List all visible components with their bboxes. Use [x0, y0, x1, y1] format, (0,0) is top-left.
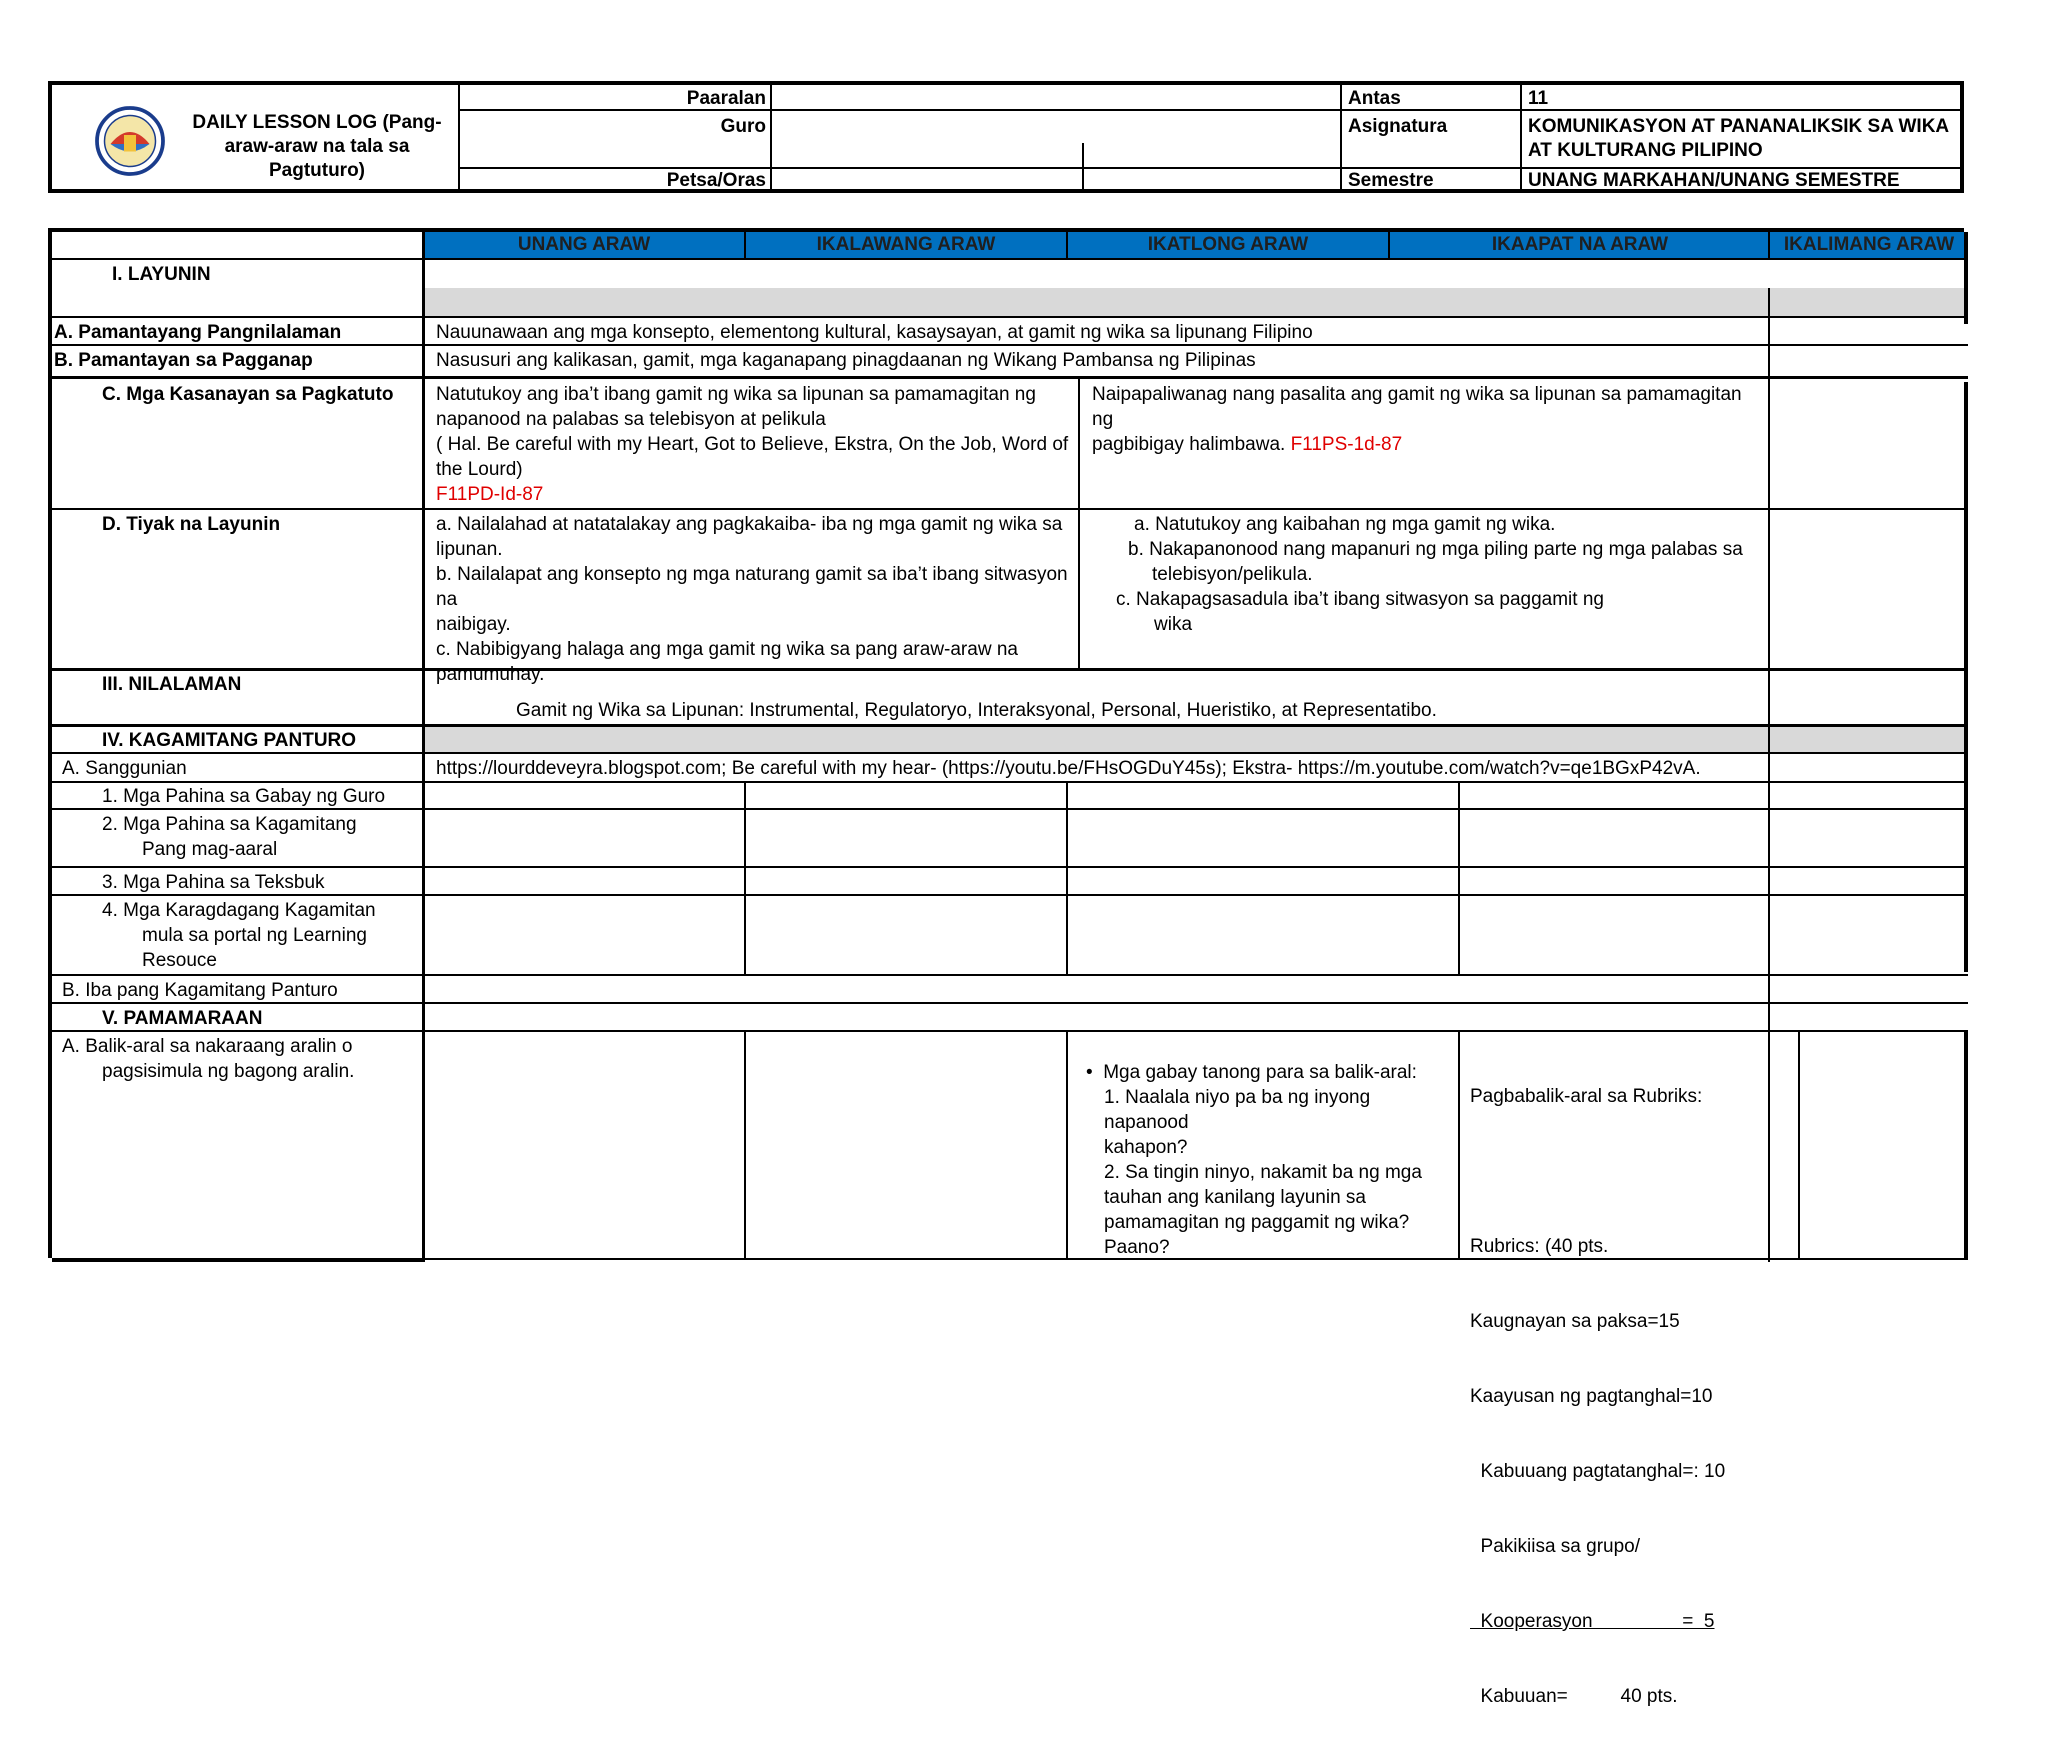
tiyak-right-4: c. Nakapagsasadula iba’t ibang sitwasyon sa paggamit ng — [1116, 589, 1604, 610]
karagdagang-label — [102, 898, 376, 973]
gabay-label: 1. Mga Pahina sa Gabay ng Guro — [102, 786, 386, 807]
balik-day3-2: 1. Naalala niyo pa ba ng inyong napanood — [1104, 1087, 1371, 1133]
bullet-icon: • — [1086, 1062, 1093, 1083]
asignatura-line-2: AT KULTURANG PILIPINO — [1528, 140, 1763, 161]
balik-day4-8: Kooperasyon = 5 — [1470, 1611, 1715, 1632]
day-header-3: IKATLONG ARAW — [1147, 234, 1309, 255]
kasanayan-right-1: Naipapaliwanag nang pasalita ang gamit ng wika sa lipunan sa pamamagitan ng — [1092, 384, 1742, 430]
semestre-label: Semestre — [1348, 170, 1434, 191]
tiyak-label: D. Tiyak na Layunin — [102, 514, 281, 535]
karagdagang-line-1: 4. Mga Karagdagang Kagamitan — [102, 900, 376, 921]
tiyak-right-2: b. Nakapanonood nang mapanuri ng mga piling parte ng mga palabas sa — [1128, 539, 1743, 560]
asignatura-value — [1528, 115, 1949, 163]
tiyak-left-5: c. Nabibigyang halaga ang mga gamit ng wika sa pang araw-araw na — [436, 639, 1018, 660]
tiyak-left-6: pamumuhay. — [436, 664, 545, 685]
title-line-1: DAILY LESSON LOG (Pang- — [192, 112, 442, 133]
antas-label: Antas — [1348, 88, 1401, 109]
balik-day4-7: Pakikiisa sa grupo/ — [1470, 1536, 1641, 1557]
header-title — [192, 111, 442, 183]
deped-seal-icon — [82, 105, 178, 177]
balik-day4-4: Kaugnayan sa paksa=15 — [1470, 1311, 1680, 1332]
asignatura-line-1: KOMUNIKASYON AT PANANALIKSIK SA WIKA — [1528, 116, 1950, 137]
kagamitang-label — [102, 812, 357, 862]
tiyak-left — [436, 512, 1072, 687]
kasanayan-right-code: F11PS-1d-87 — [1290, 434, 1403, 455]
balik-day3-1: Mga gabay tanong para sa balik-aral: — [1103, 1062, 1417, 1083]
tiyak-left-3: b. Nailalapat ang konsepto ng mga naturang gamit sa iba’t ibang sitwasyon na — [436, 564, 1068, 610]
tiyak-left-4: naibigay. — [436, 614, 511, 635]
tiyak-right-1: a. Natutukoy ang kaibahan ng mga gamit ng wika. — [1134, 514, 1556, 535]
balik-day3-7: Paano? — [1104, 1237, 1170, 1258]
tiyak-left-1: a. Nailalahad at natatalakay ang pagkakaiba- iba ng mga gamit ng wika sa — [436, 514, 1063, 535]
karagdagang-line-2: mula sa portal ng Learning — [142, 925, 367, 946]
pamantayang-label: A. Pamantayang Pangnilalaman — [54, 322, 342, 343]
day-header-2: IKALAWANG ARAW — [816, 234, 996, 255]
petsa-label: Petsa/Oras — [666, 170, 766, 191]
tiyak-left-2: lipunan. — [436, 539, 503, 560]
antas-value: 11 — [1528, 88, 1549, 109]
kasanayan-left-1: Natutukoy ang iba’t ibang gamit ng wika sa lipunan sa pamamagitan ng — [436, 384, 1036, 405]
kasanayan-right-2: pagbibigay halimbawa. — [1092, 434, 1286, 455]
balik-day3 — [1086, 1060, 1456, 1260]
kasanayan-left-4: the Lourd) — [436, 459, 523, 480]
sanggunian-label: A. Sanggunian — [62, 758, 187, 779]
kagamitang-line-1: 2. Mga Pahina sa Kagamitang — [102, 814, 357, 835]
balik-day4-3: Rubrics: (40 pts. — [1470, 1236, 1609, 1257]
pamamaraan-label: V. PAMAMARAAN — [102, 1008, 263, 1029]
kasanayan-left-2: napanood na palabas sa telebisyon at pelikula — [436, 409, 826, 430]
header-table — [48, 81, 1964, 193]
guro-label: Guro — [720, 116, 766, 137]
pamantayan-value: Nasusuri ang kalikasan, gamit, mga kaganapang pinagdaanan ng Wikang Pambansa ng Pilipinas — [436, 350, 1256, 371]
teksbuk-label: 3. Mga Pahina sa Teksbuk — [102, 872, 325, 893]
balik-day3-4: 2. Sa tingin ninyo, nakamit ba ng mga — [1104, 1162, 1422, 1183]
kagamitan-label: IV. KAGAMITANG PANTURO — [102, 730, 357, 751]
balik-day4-6: Kabuuang pagtatanghal=: 10 — [1470, 1461, 1726, 1482]
day-header-1: UNANG ARAW — [517, 234, 651, 255]
gray-band-layunin — [424, 288, 1968, 316]
title-line-3: Pagtuturo) — [268, 160, 366, 181]
paaralan-label: Paaralan — [686, 88, 766, 109]
balik-day3-3: kahapon? — [1104, 1137, 1188, 1158]
day-header-4: IKAAPAT NA ARAW — [1491, 234, 1669, 255]
title-line-2: araw-araw na tala sa — [224, 136, 410, 157]
kagamitang-line-2: Pang mag-aaral — [142, 839, 278, 860]
karagdagang-line-3: Resouce — [142, 950, 217, 971]
balik-day4-2 — [1470, 1159, 1796, 1184]
balik-line-2: pagsisimula ng bagong aralin. — [102, 1061, 355, 1082]
balik-day3-6: pamamagitan ng paggamit ng wika? — [1104, 1212, 1410, 1233]
balik-day4-1: Pagbabalik-aral sa Rubriks: — [1470, 1086, 1703, 1107]
nilalaman-label: III. NILALAMAN — [102, 674, 242, 695]
nilalaman-value: Gamit ng Wika sa Lipunan: Instrumental, Regulatoryo, Interaksyonal, Personal, Hueristiko, at Representatibo. — [516, 700, 1437, 721]
kasanayan-left — [436, 382, 1072, 507]
asignatura-label: Asignatura — [1348, 116, 1448, 137]
paaralan-field[interactable] — [772, 87, 1338, 109]
kasanayan-left-3: ( Hal. Be careful with my Heart, Got to Believe, Ekstra, On the Job, Word of — [436, 434, 1069, 455]
balik-day3-5: tauhan ang kanilang layunin sa — [1104, 1187, 1366, 1208]
balik-line-1: A. Balik-aral sa nakaraang aralin o — [62, 1036, 353, 1057]
tiyak-right — [1116, 512, 1768, 637]
balik-day4 — [1470, 1034, 1796, 1759]
pamantayan-label: B. Pamantayan sa Pagganap — [54, 350, 313, 371]
layunin-label: I. LAYUNIN — [112, 264, 211, 285]
petsa-field[interactable] — [772, 169, 1078, 189]
kasanayan-left-code: F11PD-Id-87 — [436, 484, 544, 505]
lesson-table — [48, 228, 1964, 1707]
kasanayan-right — [1092, 382, 1762, 457]
gray-band-kagamitan — [424, 726, 1968, 752]
pamantayang-value: Nauunawaan ang mga konsepto, elementong kultural, kasaysayan, at gamit ng wika sa lipunang Filipino — [436, 322, 1313, 343]
tiyak-right-3: telebisyon/pelikula. — [1152, 564, 1313, 585]
tiyak-right-5: wika — [1154, 614, 1193, 635]
day-header-5: IKALIMANG ARAW — [1783, 234, 1955, 255]
sanggunian-value[interactable]: https://lourddeveyra.blogspot.com; Be careful with my hear- (https://youtu.be/FHsOGDuY45s); Ekstra- https://m.youtube.com/watch?v=qe1BGxP42vA. — [436, 758, 1701, 779]
balik-day4-5: Kaayusan ng pagtanghal=10 — [1470, 1386, 1713, 1407]
guro-field[interactable] — [772, 113, 1338, 165]
oras-field[interactable] — [1084, 169, 1338, 189]
iba-label: B. Iba pang Kagamitang Panturo — [62, 980, 338, 1001]
balik-label — [62, 1034, 354, 1084]
kasanayan-label: C. Mga Kasanayan sa Pagkatuto — [102, 384, 394, 405]
balik-day4-9: Kabuuan= 40 pts. — [1470, 1686, 1678, 1707]
semestre-value: UNANG MARKAHAN/UNANG SEMESTRE — [1528, 170, 1900, 191]
